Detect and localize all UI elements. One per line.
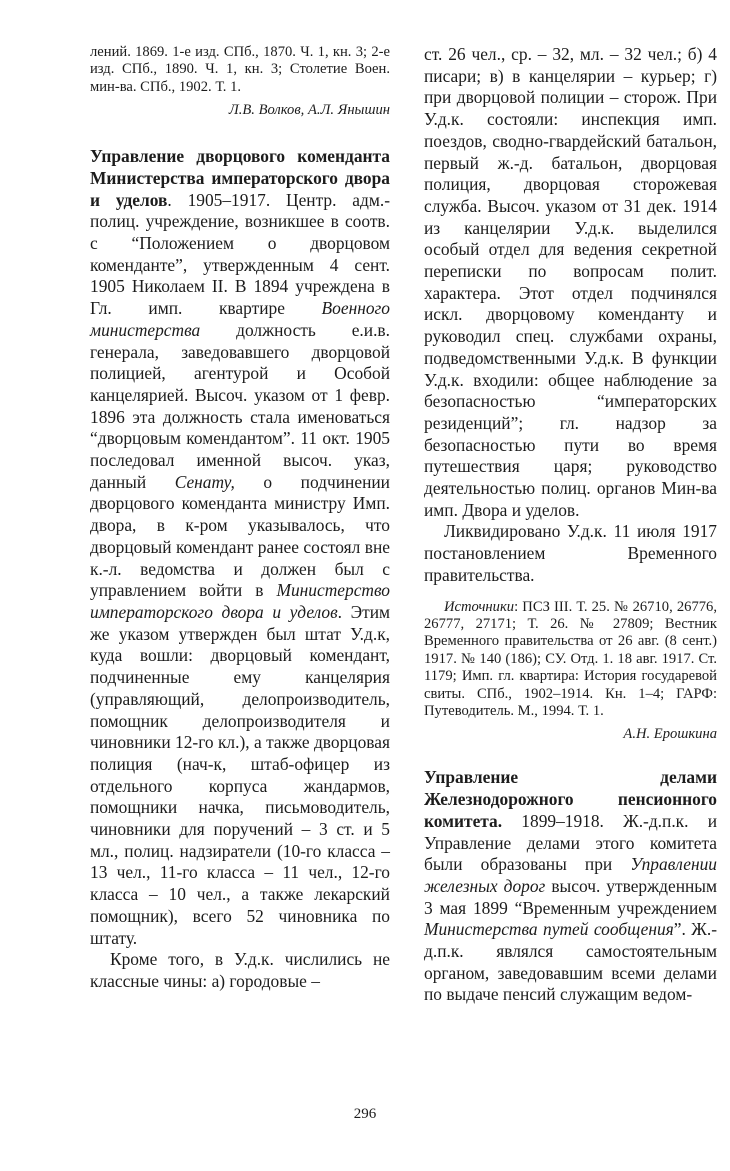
entry-title: Управление дворцового коменданта Министерства императорского двора и уделов [90,146,390,210]
paragraph: Кроме того, в У.д.к. числились не классные чины: а) городовые – [90,949,390,991]
paragraph-continued: ст. 26 чел., ср. – 32, мл. – 32 чел.; б) 4 писари; в) в канцелярии – курьер; г) при дворцовой полиции – сторож. При У.д.к. состояли: инспекция имп. поездов, сводно-гвардейский батальон, первый ж.-д. батальон, дворцовая полиция, дворцовая сторожевая служба. Высоч. указом от 31 дек. 1914 из канцелярии У.д.к. выделился особый отдел для ведения секретной переписки по вопросам полит. характера. Этот отдел подчинялся искл. дворцовому коменданту и руководил спец. службами охраны, подведомственными У.д.к. В функции У.д.к. входили: общее наблюдение за безопасностью “императорских резиденций”; гл. надзор за безопасностью пути во время путешествия царя; руководство деятельностью полиц. органов Мин-ва имп. Двора и уделов. [424,44,717,520]
cross-reference: Министерство императорского двора и уделов [90,580,390,622]
cross-reference: Сенату, [174,471,235,492]
continued-references: лений. 1869. 1-е изд. СПб., 1870. Ч. 1, кн. 3; 2-е изд. СПб., 1890. Ч. 1, кн. 3; Столетие Воен. мин-ва. СПб., 1902. Т. 1. [90,44,390,95]
entry-paragraph: Управление делами Железнодорожного пенсионного комитета. 1899–1918. Ж.-д.п.к. и Управление делами этого комитета были образованы при Управлении железных дорог высоч. утвержденным 3 мая 1899 “Временным учреждением Министерства путей сообщения”. Ж.-д.п.к. являлся самостоятельным органом, заведовавшим всеми делами по выдаче пенсий служащим ведом- [424,767,717,1005]
paragraph: Ликвидировано У.д.к. 11 июля 1917 постановлением Временного правительства. [424,521,717,585]
cross-reference: Военного министерства [90,298,390,340]
cross-reference: Управлении железных дорог [424,854,717,896]
cross-reference: Министерства путей сообщения [424,919,674,940]
sources: Источники: ПСЗ III. Т. 25. № 26710, 26776, 26777, 27171; Т. 26. № 27809; Вестник Временного правительства от 26 авг. (8 сент.) 1917. № 140 (186); СУ. Отд. 1. 18 авг. 1917. Ст. 1179; Имп. гл. квартира: История государевой свиты. СПб., 1902–1914. Кн. 1–4; ГАРФ: Путеводитель. М., 1994. Т. 1. [424,598,717,720]
authors-signature: Л.В. Волков, А.Л. Янышин [228,102,390,119]
author-signature: А.Н. Ерошкина [623,726,717,743]
page-number: 296 [353,1106,377,1122]
entry-title: Управление делами Железнодорожного пенсионного комитета. [424,767,717,831]
left-column [90,44,390,993]
sources-label: Источники [444,598,515,615]
entry-paragraph: Управление дворцового коменданта Министерства императорского двора и уделов. 1905–1917. Центр. адм.-полиц. учреждение, возникшее в соотв. с “Положением о дворцовом коменданте”, утвержденным 4 сент. 1905 Николаем II. В 1894 учреждена в Гл. имп. квартире Военного министерства должность е.и.в. генерала, заведовавшего дворцовой полицией, агентурой и Особой канцелярией. Высоч. указом от 1 февр. 1896 эта должность стала именоваться “дворцовым комендантом”. 11 окт. 1905 последовал именной высоч. указ, данный Сенату, о подчинении дворцового коменданта министру Имп. двора, в к-ром указывалось, что дворцовый комендант ранее состоял вне к.-л. ведомства и должен был с управлением войти в Министерство императорского двора и уделов. Этим же указом утвержден был штат У.д.к, куда вошли: дворцовый комендант, подчиненные ему канцелярия (управляющий, делопроизводитель, помощник делопроизводителя и чиновники 12-го кл.), а также дворцовая полиция (нач-к, штаб-офицер из отдельного корпуса жандармов, помощники начка, письмоводитель, чиновники для поручений – 3 ст. и 5 мл., полиц. надзиратели (10-го класса – 13 чел., 11-го класса – 11 чел., 12-го класса – 10 чел., а также лекарский помощник), всего 52 чиновника по штату. [90,146,391,948]
right-column [424,44,717,1006]
